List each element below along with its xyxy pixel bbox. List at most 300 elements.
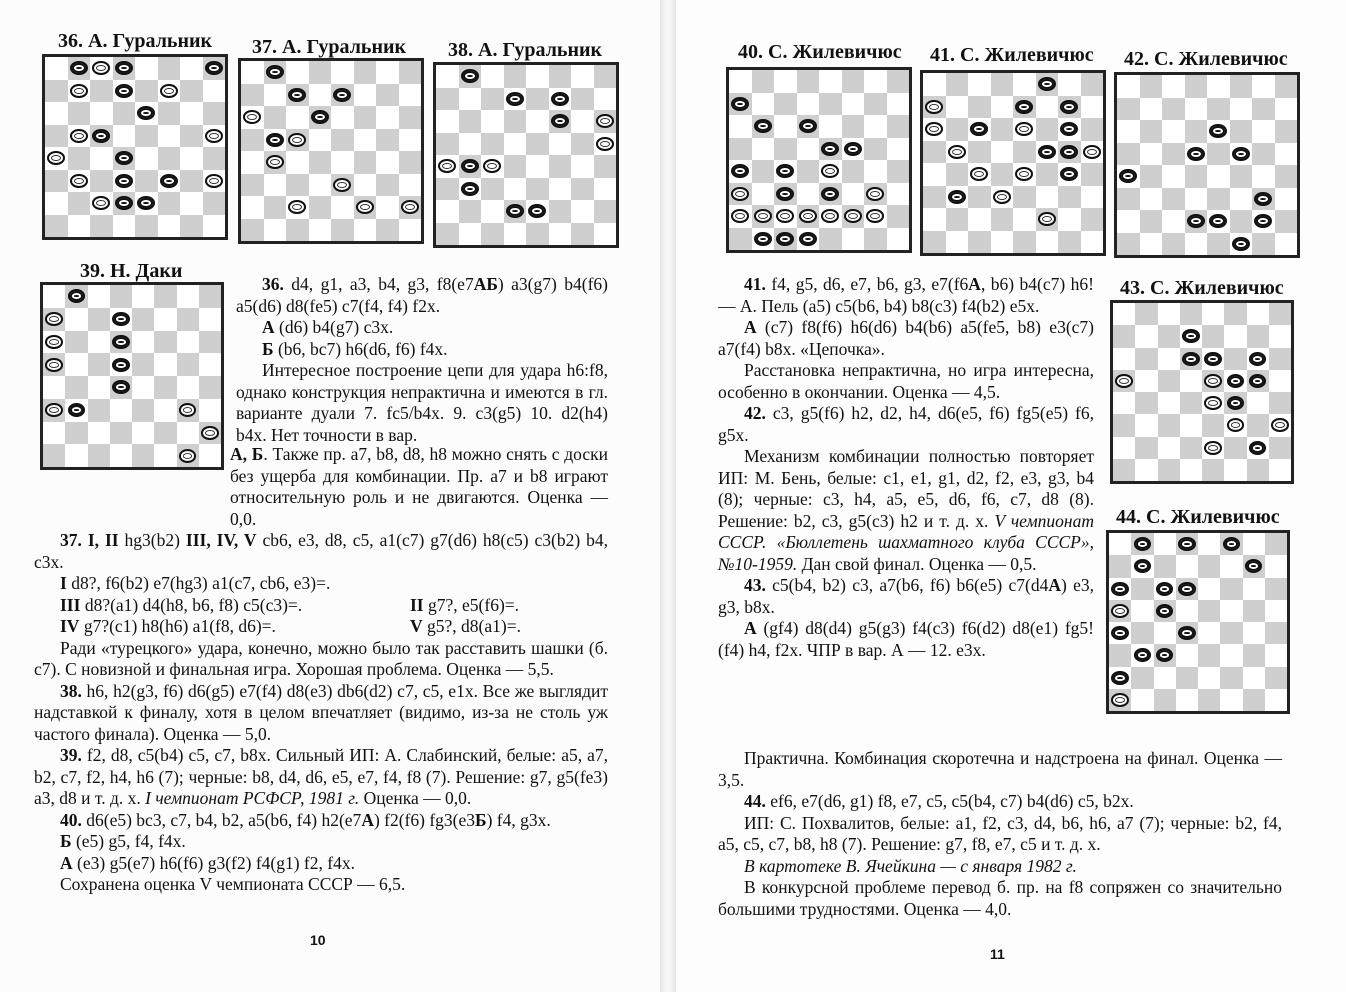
board-square (504, 223, 527, 246)
board-square (1198, 533, 1220, 555)
variation-a-40 (34, 853, 608, 875)
black-checker-piece (160, 174, 178, 188)
white-checker-piece (1038, 212, 1056, 226)
board-square (1109, 533, 1131, 555)
board-square (45, 57, 68, 80)
board-square (797, 138, 820, 161)
black-checker-piece (92, 129, 110, 143)
black-checker-piece (333, 88, 351, 102)
board-square (1230, 75, 1253, 98)
board-square (354, 106, 377, 129)
black-checker-piece (115, 174, 133, 188)
board-square (90, 215, 113, 238)
board-square (436, 110, 459, 133)
board-square (1140, 98, 1163, 121)
variation-label: I (60, 573, 67, 593)
board-square (1081, 231, 1104, 254)
board-square (1198, 644, 1220, 666)
board-square (1230, 120, 1253, 143)
board-square (154, 422, 176, 445)
solution-44 (718, 791, 1282, 813)
board-square (354, 151, 377, 174)
board-square (113, 215, 136, 238)
problem-number: 40. (60, 809, 82, 830)
board-square (1247, 414, 1269, 436)
black-checker-piece (461, 159, 479, 173)
board-square (1220, 622, 1242, 644)
white-checker-piece (45, 358, 62, 372)
board-square (1243, 644, 1265, 666)
variation-label: Б (60, 831, 72, 851)
board-square (752, 138, 775, 161)
board-square (1131, 578, 1153, 600)
checkers-board-42 (1114, 72, 1300, 258)
book-gutter (660, 0, 676, 992)
board-square (991, 163, 1014, 186)
variation-iii (34, 595, 384, 617)
board-square (526, 88, 549, 111)
board-square (1180, 303, 1202, 325)
variation-b-40 (34, 831, 608, 853)
board-square (571, 223, 594, 246)
board-square (481, 110, 504, 133)
board-square (203, 147, 226, 170)
board-square (180, 147, 203, 170)
board-square (354, 61, 377, 84)
board-square (1265, 667, 1287, 689)
board-square (1220, 600, 1242, 622)
board-square (1140, 210, 1163, 233)
board-square (180, 215, 203, 238)
board-square (481, 65, 504, 88)
board-square (752, 160, 775, 183)
board-square (135, 80, 158, 103)
board-square (1269, 459, 1291, 481)
board-square (1269, 437, 1291, 459)
board-square (946, 163, 969, 186)
board-square (1224, 325, 1246, 347)
page-number-right: 11 (990, 946, 1005, 962)
board-square (1269, 348, 1291, 370)
diagram-title-42: 42. С. Жилевичюс (1124, 48, 1288, 70)
black-checker-piece (115, 84, 133, 98)
board-square (1058, 208, 1081, 231)
board-square (376, 151, 399, 174)
board-square (354, 219, 377, 242)
board-square (1224, 303, 1246, 325)
solution-40 (34, 810, 608, 832)
board-square (752, 93, 775, 116)
board-square (154, 353, 176, 376)
black-checker-piece (821, 187, 839, 201)
black-checker-piece (1156, 604, 1173, 618)
moves-text: ) a3(g7) b4(f6) a5(d6) d8(fe5) c7(f4, f4) f2x. (236, 274, 608, 316)
board-square (135, 147, 158, 170)
diagram-title-44: 44. С. Жилевичюс (1116, 506, 1280, 528)
moves-text: hg3(b2) (118, 530, 186, 550)
black-checker-piece (1249, 374, 1266, 388)
board-square (923, 208, 946, 231)
board-square (1275, 98, 1298, 121)
board-square (1162, 143, 1185, 166)
board-square (594, 155, 617, 178)
board-square (309, 61, 332, 84)
board-square (180, 170, 203, 193)
variation-ii (384, 595, 519, 617)
board-square (1013, 231, 1036, 254)
board-square (309, 196, 332, 219)
board-square (968, 186, 991, 209)
board-square (1158, 392, 1180, 414)
board-square (1207, 188, 1230, 211)
board-square (90, 80, 113, 103)
board-square (1162, 188, 1185, 211)
board-square (1117, 120, 1140, 143)
moves-text: g7?(c1) h8(h6) a1(f8, d6)=. (79, 616, 276, 636)
board-square (1135, 325, 1157, 347)
board-square (264, 84, 287, 107)
commentary-44-end: В конкурсной проблеме перевод б. пр. на f8 сопряжен со значительно большими трудностями. Оценка — 4,0. (718, 877, 1282, 919)
board-square (1154, 689, 1176, 711)
board-square (1185, 75, 1208, 98)
board-square (459, 200, 482, 223)
board-square (1252, 120, 1275, 143)
board-square (45, 192, 68, 215)
board-square (1265, 600, 1287, 622)
board-square (1109, 555, 1131, 577)
board-square (923, 231, 946, 254)
board-square (154, 308, 176, 331)
problem-number: 36. (262, 274, 284, 294)
variation-label: V (410, 616, 423, 636)
board-square (1081, 186, 1104, 209)
black-checker-piece (1060, 100, 1078, 114)
board-square (1265, 555, 1287, 577)
board-square (887, 205, 910, 228)
board-square (481, 223, 504, 246)
board-square (752, 70, 775, 93)
board-square (1135, 414, 1157, 436)
rating-text: Оценка — 0,0. (359, 788, 472, 808)
board-square (309, 174, 332, 197)
white-checker-piece (70, 129, 88, 143)
board-square (504, 133, 527, 156)
white-checker-piece (1271, 418, 1288, 432)
board-square (1252, 143, 1275, 166)
board-square (946, 118, 969, 141)
board-square (526, 65, 549, 88)
board-square (1275, 233, 1298, 256)
white-checker-piece (45, 403, 62, 417)
moves-text: (e5) g5, f4, f4x. (71, 831, 186, 851)
white-checker-piece (596, 114, 614, 128)
board-square (594, 65, 617, 88)
board-square (1185, 165, 1208, 188)
diagram-title-38: 38. А. Гуральник (448, 39, 603, 61)
board-square (1117, 210, 1140, 233)
variation-label: Б (262, 338, 274, 359)
board-square (1207, 75, 1230, 98)
black-checker-piece (799, 232, 817, 246)
commentary-36-end (34, 444, 608, 530)
board-square (571, 155, 594, 178)
black-checker-piece (551, 92, 569, 106)
white-checker-piece (1204, 441, 1221, 455)
board-square (1198, 600, 1220, 622)
board-square (819, 228, 842, 251)
board-square (1081, 118, 1104, 141)
board-square (526, 133, 549, 156)
board-square (354, 129, 377, 152)
board-square (1176, 644, 1198, 666)
board-square (132, 285, 154, 308)
commentary-44: ИП: С. Похвалитов, белые: a1, f2, c3, d4, b6, h6, a7 (7); черные: b2, f4, a5, c5, c7, b8, h8 (7). Решение: g7, f8, e7, c5 и т. д. х. (718, 812, 1282, 854)
board-square (923, 141, 946, 164)
board-square (1140, 188, 1163, 211)
board-square (158, 147, 181, 170)
solution-37-line (34, 530, 608, 573)
right-upper-text (718, 274, 1094, 661)
problem-number: 37. I, II (60, 530, 119, 550)
white-checker-piece (844, 209, 862, 223)
board-square (45, 215, 68, 238)
board-square (1154, 555, 1176, 577)
board-square (887, 93, 910, 116)
board-square (459, 88, 482, 111)
solution-43 (718, 575, 1094, 618)
problem-number: 44. (744, 791, 766, 811)
board-square (1081, 96, 1104, 119)
board-square (1081, 163, 1104, 186)
board-square (177, 422, 199, 445)
white-checker-piece (288, 133, 306, 147)
moves-text: h6, h2(g3, f6) d6(g5) e7(f4) d8(e3) db6(d2) c7, c5, e1x. Все же выглядит надставкой к финалу, хотя в целом впечатляет (видимо, из-за не столь уж частого финала). Оценка — 5,0. (34, 680, 608, 744)
board-square (1162, 165, 1185, 188)
board-square (1131, 622, 1153, 644)
board-square (68, 215, 91, 238)
board-square (1198, 622, 1220, 644)
board-square (309, 219, 332, 242)
variation-label: А (744, 317, 757, 337)
board-square (1058, 73, 1081, 96)
white-checker-piece (596, 137, 614, 151)
board-square (571, 200, 594, 223)
board-square (286, 174, 309, 197)
moves-text: (e3) g5(e7) h6(f6) g3(f2) f4(g1) f2, f4x. (72, 852, 355, 873)
board-square (436, 178, 459, 201)
board-square (774, 70, 797, 93)
white-checker-piece (45, 312, 62, 326)
board-square (549, 200, 572, 223)
board-square (376, 219, 399, 242)
commentary-40: Сохранена оценка V чемпионата СССР — 6,5. (60, 874, 406, 894)
black-checker-piece (1249, 441, 1266, 455)
board-square (132, 331, 154, 354)
board-square (241, 219, 264, 242)
board-square (842, 93, 865, 116)
board-square (154, 399, 176, 422)
checkers-board-40 (726, 67, 912, 253)
board-square (504, 65, 527, 88)
board-square (1135, 392, 1157, 414)
board-square (286, 106, 309, 129)
board-square (526, 155, 549, 178)
commentary-42 (718, 446, 1094, 575)
board-square (88, 422, 110, 445)
board-square (65, 422, 87, 445)
board-square (177, 331, 199, 354)
diagram-title-36: 36. А. Гуральник (58, 30, 213, 52)
board-square (180, 192, 203, 215)
board-square (43, 376, 65, 399)
left-main-text (34, 444, 608, 896)
board-square (1158, 437, 1180, 459)
board-square (1158, 370, 1180, 392)
variation-iv-v-lines (34, 616, 608, 638)
board-square (65, 308, 87, 331)
board-square (113, 125, 136, 148)
board-square (199, 353, 221, 376)
white-checker-piece (754, 209, 772, 223)
board-square (286, 219, 309, 242)
board-square (887, 183, 910, 206)
moves-text: (gf4) d8(d4) g5(g3) f4(c3) f6(d2) d8(e1) fg5!(f4) h4, f2x. ЧПР в вар. А — 12. e3x. (718, 618, 1094, 660)
board-square (1013, 73, 1036, 96)
black-checker-piece (731, 97, 749, 111)
diagram-title-40: 40. С. Жилевичюс (738, 41, 902, 63)
black-checker-piece (112, 358, 129, 372)
board-square (729, 138, 752, 161)
white-checker-piece (45, 335, 62, 349)
board-square (199, 308, 221, 331)
board-square (968, 141, 991, 164)
board-square (594, 200, 617, 223)
variation-ref: Б (475, 809, 487, 830)
board-square (1113, 348, 1135, 370)
board-square (1135, 303, 1157, 325)
board-square (158, 192, 181, 215)
board-square (1140, 75, 1163, 98)
board-square (1013, 186, 1036, 209)
board-square (1275, 120, 1298, 143)
board-square (1013, 141, 1036, 164)
board-square (110, 399, 132, 422)
black-checker-piece (115, 151, 133, 165)
board-square (1117, 188, 1140, 211)
board-square (819, 93, 842, 116)
board-square (1207, 165, 1230, 188)
board-square (331, 61, 354, 84)
black-checker-piece (844, 142, 862, 156)
board-square (864, 160, 887, 183)
board-square (436, 65, 459, 88)
solution-36-block (236, 274, 608, 446)
variation-label: А, Б (230, 444, 264, 464)
variation-a-line (236, 317, 608, 339)
board-square (1113, 414, 1135, 436)
black-checker-piece (266, 133, 284, 147)
board-square (241, 174, 264, 197)
board-square (1180, 370, 1202, 392)
board-square (132, 353, 154, 376)
variation-ref: III, IV, V (185, 530, 257, 550)
moves-text: (b6, bc7) h6(d6, f6) f4x. (273, 338, 448, 359)
board-square (1154, 667, 1176, 689)
board-square (154, 285, 176, 308)
board-square (1117, 98, 1140, 121)
board-square (819, 115, 842, 138)
board-square (504, 178, 527, 201)
board-square (113, 102, 136, 125)
board-square (1243, 578, 1265, 600)
board-square (864, 93, 887, 116)
black-checker-piece (1232, 237, 1250, 251)
board-square (88, 376, 110, 399)
moves-text: f4, g5, d6, e7, b6, g3, e7(f6 (765, 274, 969, 294)
board-square (241, 61, 264, 84)
moves-text: g5?, d8(a1)=. (422, 616, 521, 636)
board-square (45, 80, 68, 103)
board-square (158, 125, 181, 148)
board-square (819, 70, 842, 93)
rating-text: Дан свой финал. Оценка — 0,5. (797, 553, 1037, 574)
board-square (1265, 689, 1287, 711)
board-square (797, 93, 820, 116)
white-checker-piece (70, 84, 88, 98)
board-square (88, 308, 110, 331)
board-square (1131, 600, 1153, 622)
white-checker-piece (1204, 374, 1221, 388)
board-square (571, 110, 594, 133)
board-square (1252, 233, 1275, 256)
board-square (729, 70, 752, 93)
board-square (923, 186, 946, 209)
board-square (154, 331, 176, 354)
board-square (264, 106, 287, 129)
board-square (594, 88, 617, 111)
board-square (1220, 667, 1242, 689)
board-square (354, 84, 377, 107)
black-checker-piece (1111, 626, 1128, 640)
white-checker-piece (266, 155, 284, 169)
board-square (110, 285, 132, 308)
board-square (376, 129, 399, 152)
board-square (1202, 325, 1224, 347)
black-checker-piece (821, 142, 839, 156)
board-square (797, 160, 820, 183)
board-square (309, 151, 332, 174)
board-square (1058, 231, 1081, 254)
moves-text: ) f4, g3x. (486, 809, 551, 830)
moves-text: cb6, e3, d8, c5, a1(c7) g7(d6) h8(c5) c3(b2) b4, c3x. (34, 530, 608, 572)
board-square (842, 115, 865, 138)
board-square (1265, 622, 1287, 644)
board-square (199, 399, 221, 422)
black-checker-piece (112, 312, 129, 326)
black-checker-piece (1178, 537, 1195, 551)
white-checker-piece (1115, 374, 1132, 388)
board-square (1140, 120, 1163, 143)
white-checker-piece (1111, 693, 1128, 707)
moves-text: d4, g1, a3, b4, g3, f8(e7 (283, 274, 474, 294)
board-square (797, 70, 820, 93)
board-square (1180, 392, 1202, 414)
diagram-title-41: 41. С. Жилевичюс (930, 44, 1094, 66)
board-square (1081, 208, 1104, 231)
checkers-board-43 (1110, 300, 1294, 484)
board-square (594, 178, 617, 201)
board-square (65, 353, 87, 376)
